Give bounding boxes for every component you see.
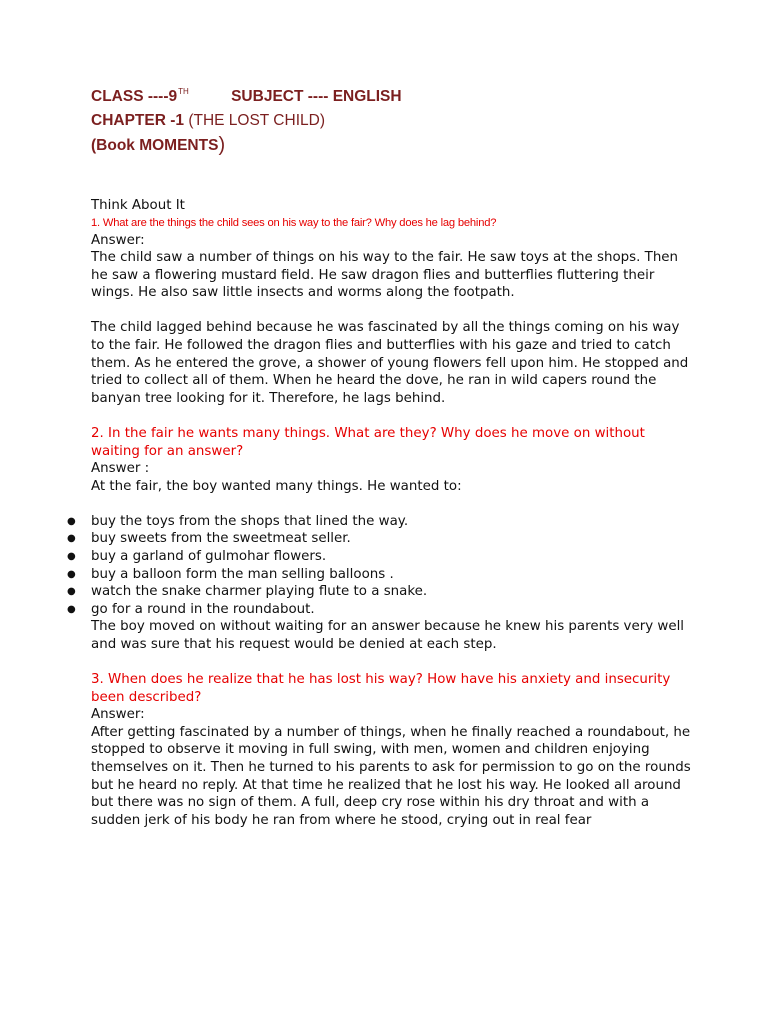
book-close-paren: ) xyxy=(218,134,226,156)
list-item-text: buy a balloon form the man selling balloons . xyxy=(91,566,394,582)
list-item xyxy=(67,530,691,548)
spacer xyxy=(91,407,691,425)
wants-list xyxy=(67,513,691,619)
document-body xyxy=(67,197,691,829)
list-item-text: buy sweets from the sweetmeat seller. xyxy=(91,531,351,547)
class-superscript: TH xyxy=(178,87,189,96)
book-label: (Book MOMENTS xyxy=(91,137,219,154)
answer-label-3: Answer: xyxy=(91,707,145,723)
list-item-text: go for a round in the roundabout. xyxy=(91,601,315,617)
answer-label-1: Answer: xyxy=(91,232,145,248)
bullet-icon: ● xyxy=(67,515,76,527)
question-3: 3. When does he realize that he has lost his way? How have his anxiety and insecurity been described? xyxy=(91,672,671,705)
list-item xyxy=(67,583,691,601)
subject-label: SUBJECT ---- ENGLISH xyxy=(231,88,402,105)
bullet-icon: ● xyxy=(67,586,76,598)
question-1: 1. What are the things the child sees on his way to the fair? Why does he lag behind? xyxy=(91,216,497,229)
class-subject-line xyxy=(91,80,402,109)
list-item-text: buy the toys from the shops that lined the way. xyxy=(91,513,409,529)
bullet-icon: ● xyxy=(67,568,76,580)
list-item xyxy=(67,513,691,531)
answer-label-2: Answer : xyxy=(91,461,150,477)
bullet-icon: ● xyxy=(67,551,76,562)
list-item-text: buy a garland of gulmohar flowers. xyxy=(91,549,327,564)
answer-3-paragraph: After getting fascinated by a number of things, when he finally reached a roundabout, he stopped to observe it moving in full swing, with men, women and children enjoying themselves on it. Then he turned to his parents to ask for permission to go on the rounds but he heard no reply. At that time he realized that he lost his way. He looked all around but there was no sign of them. A full, deep cry rose within his dry throat and with a sudden jerk of his body he ran from where he stood, crying out in real fear xyxy=(91,724,691,828)
bullet-icon: ● xyxy=(67,533,76,545)
class-label: CLASS ----9 xyxy=(91,88,178,105)
spacer xyxy=(91,495,691,513)
list-item xyxy=(67,548,691,566)
spacer xyxy=(91,654,691,672)
document-header xyxy=(91,80,402,158)
bullet-icon: ● xyxy=(67,603,76,615)
list-item xyxy=(67,566,691,584)
book-line xyxy=(91,133,402,158)
answer-2-intro: At the fair, the boy wanted many things. He wanted to: xyxy=(91,478,462,494)
answer-1-paragraph-2: The child lagged behind because he was fascinated by all the things coming on his way to the fair. He followed the dragon flies and butterflies with his gaze and tried to catch them. As he entered the grove, a shower of young flowers fell upon him. He stopped and tried to collect all of them. When he heard the dove, he ran in wild capers round the banyan tree looking for it. Therefore, he lags behind. xyxy=(91,320,689,406)
spacer xyxy=(91,302,691,320)
list-item-text: watch the snake charmer playing flute to a snake. xyxy=(91,584,428,600)
chapter-title: (THE LOST CHILD) xyxy=(188,112,325,129)
list-item xyxy=(67,601,691,619)
answer-1-paragraph-1: The child saw a number of things on his way to the fair. He saw toys at the shops. Then he saw a flowering mustard field. He saw dragon flies and butterflies fluttering their wings. He also saw little insects and worms along the footpath. xyxy=(91,250,679,301)
chapter-line xyxy=(91,109,402,133)
answer-2-conclusion: The boy moved on without waiting for an answer because he knew his parents very well and was sure that his request would be denied at each step. xyxy=(91,619,685,652)
section-heading: Think About It xyxy=(91,198,185,213)
chapter-label: CHAPTER -1 xyxy=(91,112,189,129)
question-2: 2. In the fair he wants many things. What are they? Why does he move on without waiting for an answer? xyxy=(91,425,645,459)
